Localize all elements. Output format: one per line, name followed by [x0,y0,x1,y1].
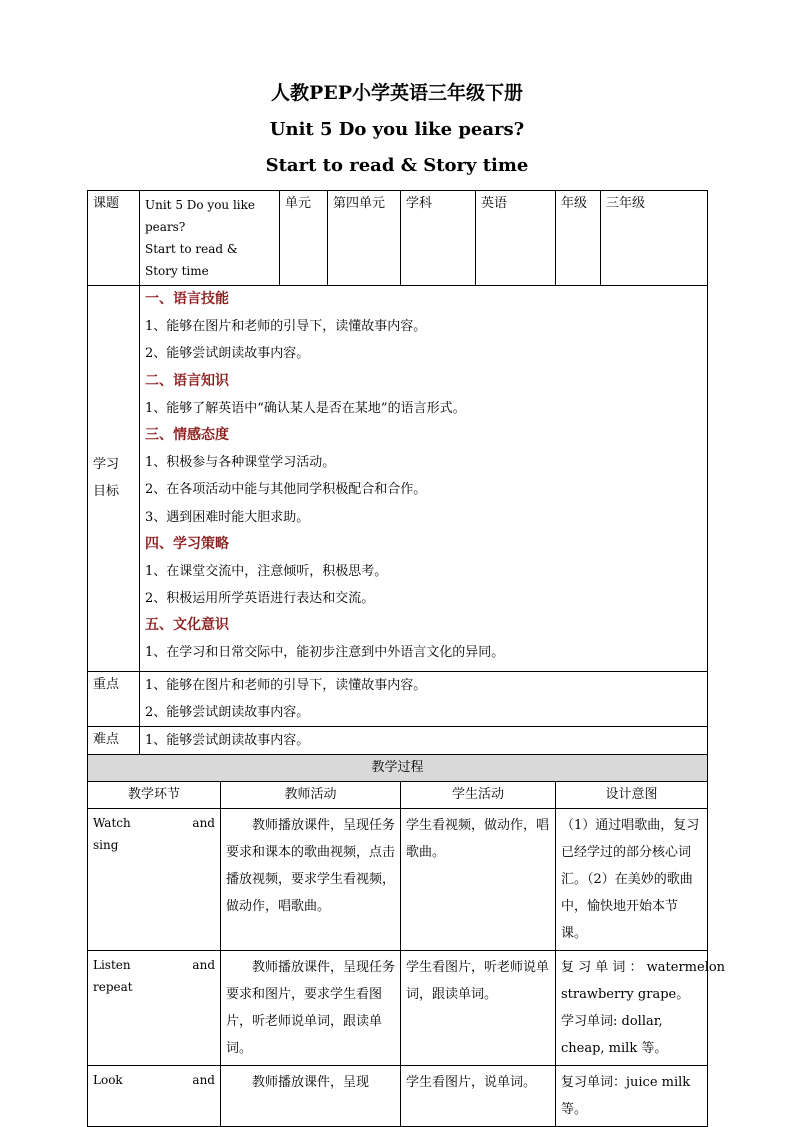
topic-value-line: Start to read & Story time [145,242,238,278]
difficulty-label: 难点 [88,727,140,755]
design-intent: 复习单词：juice milk 等。 [556,1066,708,1127]
objectives-label-line: 学习 [93,457,120,473]
teacher-activity: 教师播放课件，呈现 [221,1066,401,1127]
lesson-title: Start to read & Story time [265,155,529,176]
difficulty-row [88,727,708,755]
stage-cell [88,1066,221,1127]
objective-item: 2、在各项活动中能与其他同学积极配合和合作。 [145,482,427,498]
unit-value: 第四单元 [328,191,401,286]
design-intent [556,951,726,1066]
process-header-row [88,782,708,809]
section-heading: 一、语言技能 [145,291,229,307]
section-heading: 五、文化意识 [145,617,229,634]
subject-label: 学科 [401,191,476,286]
section-heading: 三、情感态度 [145,426,229,443]
design-intent-line: 复 习 单 词 ： watermelon [561,960,726,976]
objective-item: 2、积极运用所学英语进行表达和交流。 [145,591,375,607]
key-point-item: 2、能够尝试朗读故事内容。 [145,704,310,720]
stage-cell [88,951,221,1066]
topic-value-line: Unit 5 Do you like pears? [145,198,256,234]
objectives-label-line: 目标 [93,484,120,500]
objective-item: 1、能够了解英语中“确认某人是否在某地”的语言形式。 [145,400,466,416]
col-teacher-header: 教师活动 [221,782,401,809]
stage-cell [88,809,221,951]
section-heading: 二、语言知识 [145,372,229,389]
info-row [88,191,708,286]
grade-label: 年级 [556,191,601,286]
key-point-item: 1、能够在图片和老师的引导下，读懂故事内容。 [145,677,427,693]
process-title: 教学过程 [88,755,708,782]
key-points-row [88,671,708,726]
process-row [88,1066,708,1127]
difficulty-content [140,727,708,755]
grade-value: 三年级 [601,191,708,286]
objective-item: 1、在课堂交流中，注意倾听，积极思考。 [145,563,388,579]
objective-item: 1、能够在图片和老师的引导下，读懂故事内容。 [145,319,427,335]
stage-text: sing [93,838,119,853]
lesson-plan-table [87,190,726,1127]
objectives-content [140,286,708,672]
stage-text: Listen and [93,958,215,973]
topic-label: 课题 [88,191,140,286]
section-heading: 四、学习策略 [145,535,229,552]
process-row [88,809,708,951]
objectives-row [88,286,708,672]
objective-item: 1、在学习和日常交际中，能初步注意到中外语言文化的异同。 [145,645,505,661]
design-intent: （1）通过唱歌曲，复习已经学过的部分核心词汇。（2）在美妙的歌曲中，愉快地开始本节课。 [556,809,708,951]
key-points-label: 重点 [88,671,140,726]
process-title-row [88,755,708,782]
stage-text: Watch and [93,816,215,831]
teacher-activity: 教师播放课件，呈现任务要求和图片，要求学生看图片，听老师说单词，跟读单词。 [221,951,401,1066]
student-activity: 学生看图片，听老师说单词，跟读单词。 [401,951,556,1066]
objective-item: 3、遇到困难时能大胆求助。 [145,509,310,525]
student-activity: 学生看图片，说单词。 [401,1066,556,1127]
topic-value [140,191,280,286]
difficulty-item: 1、能够尝试朗读故事内容。 [145,733,310,748]
document-title: 人教PEP小学英语三年级下册 [270,82,524,104]
process-row [88,951,708,1066]
col-intent-header: 设计意图 [556,782,708,809]
col-stage-header: 教学环节 [88,782,221,809]
objective-item: 1、积极参与各种课堂学习活动。 [145,455,336,471]
stage-text: repeat [93,980,133,995]
key-points-content [140,671,708,726]
unit-label: 单元 [280,191,328,286]
design-intent-line: strawberry grape。 [561,987,690,1003]
student-activity: 学生看视频，做动作，唱歌曲。 [401,809,556,951]
teacher-activity: 教师播放课件，呈现任务要求和课本的歌曲视频，点击播放视频，要求学生看视频，做动作，唱歌曲。 [221,809,401,951]
objective-item: 2、能够尝试朗读故事内容。 [145,346,310,362]
objectives-label [88,286,140,672]
unit-title: Unit 5 Do you like pears? [269,119,525,140]
col-student-header: 学生活动 [401,782,556,809]
design-intent-line: 学习单词: dollar, cheap, milk 等。 [561,1014,668,1057]
subject-value: 英语 [476,191,556,286]
stage-text: Look and [93,1073,215,1088]
